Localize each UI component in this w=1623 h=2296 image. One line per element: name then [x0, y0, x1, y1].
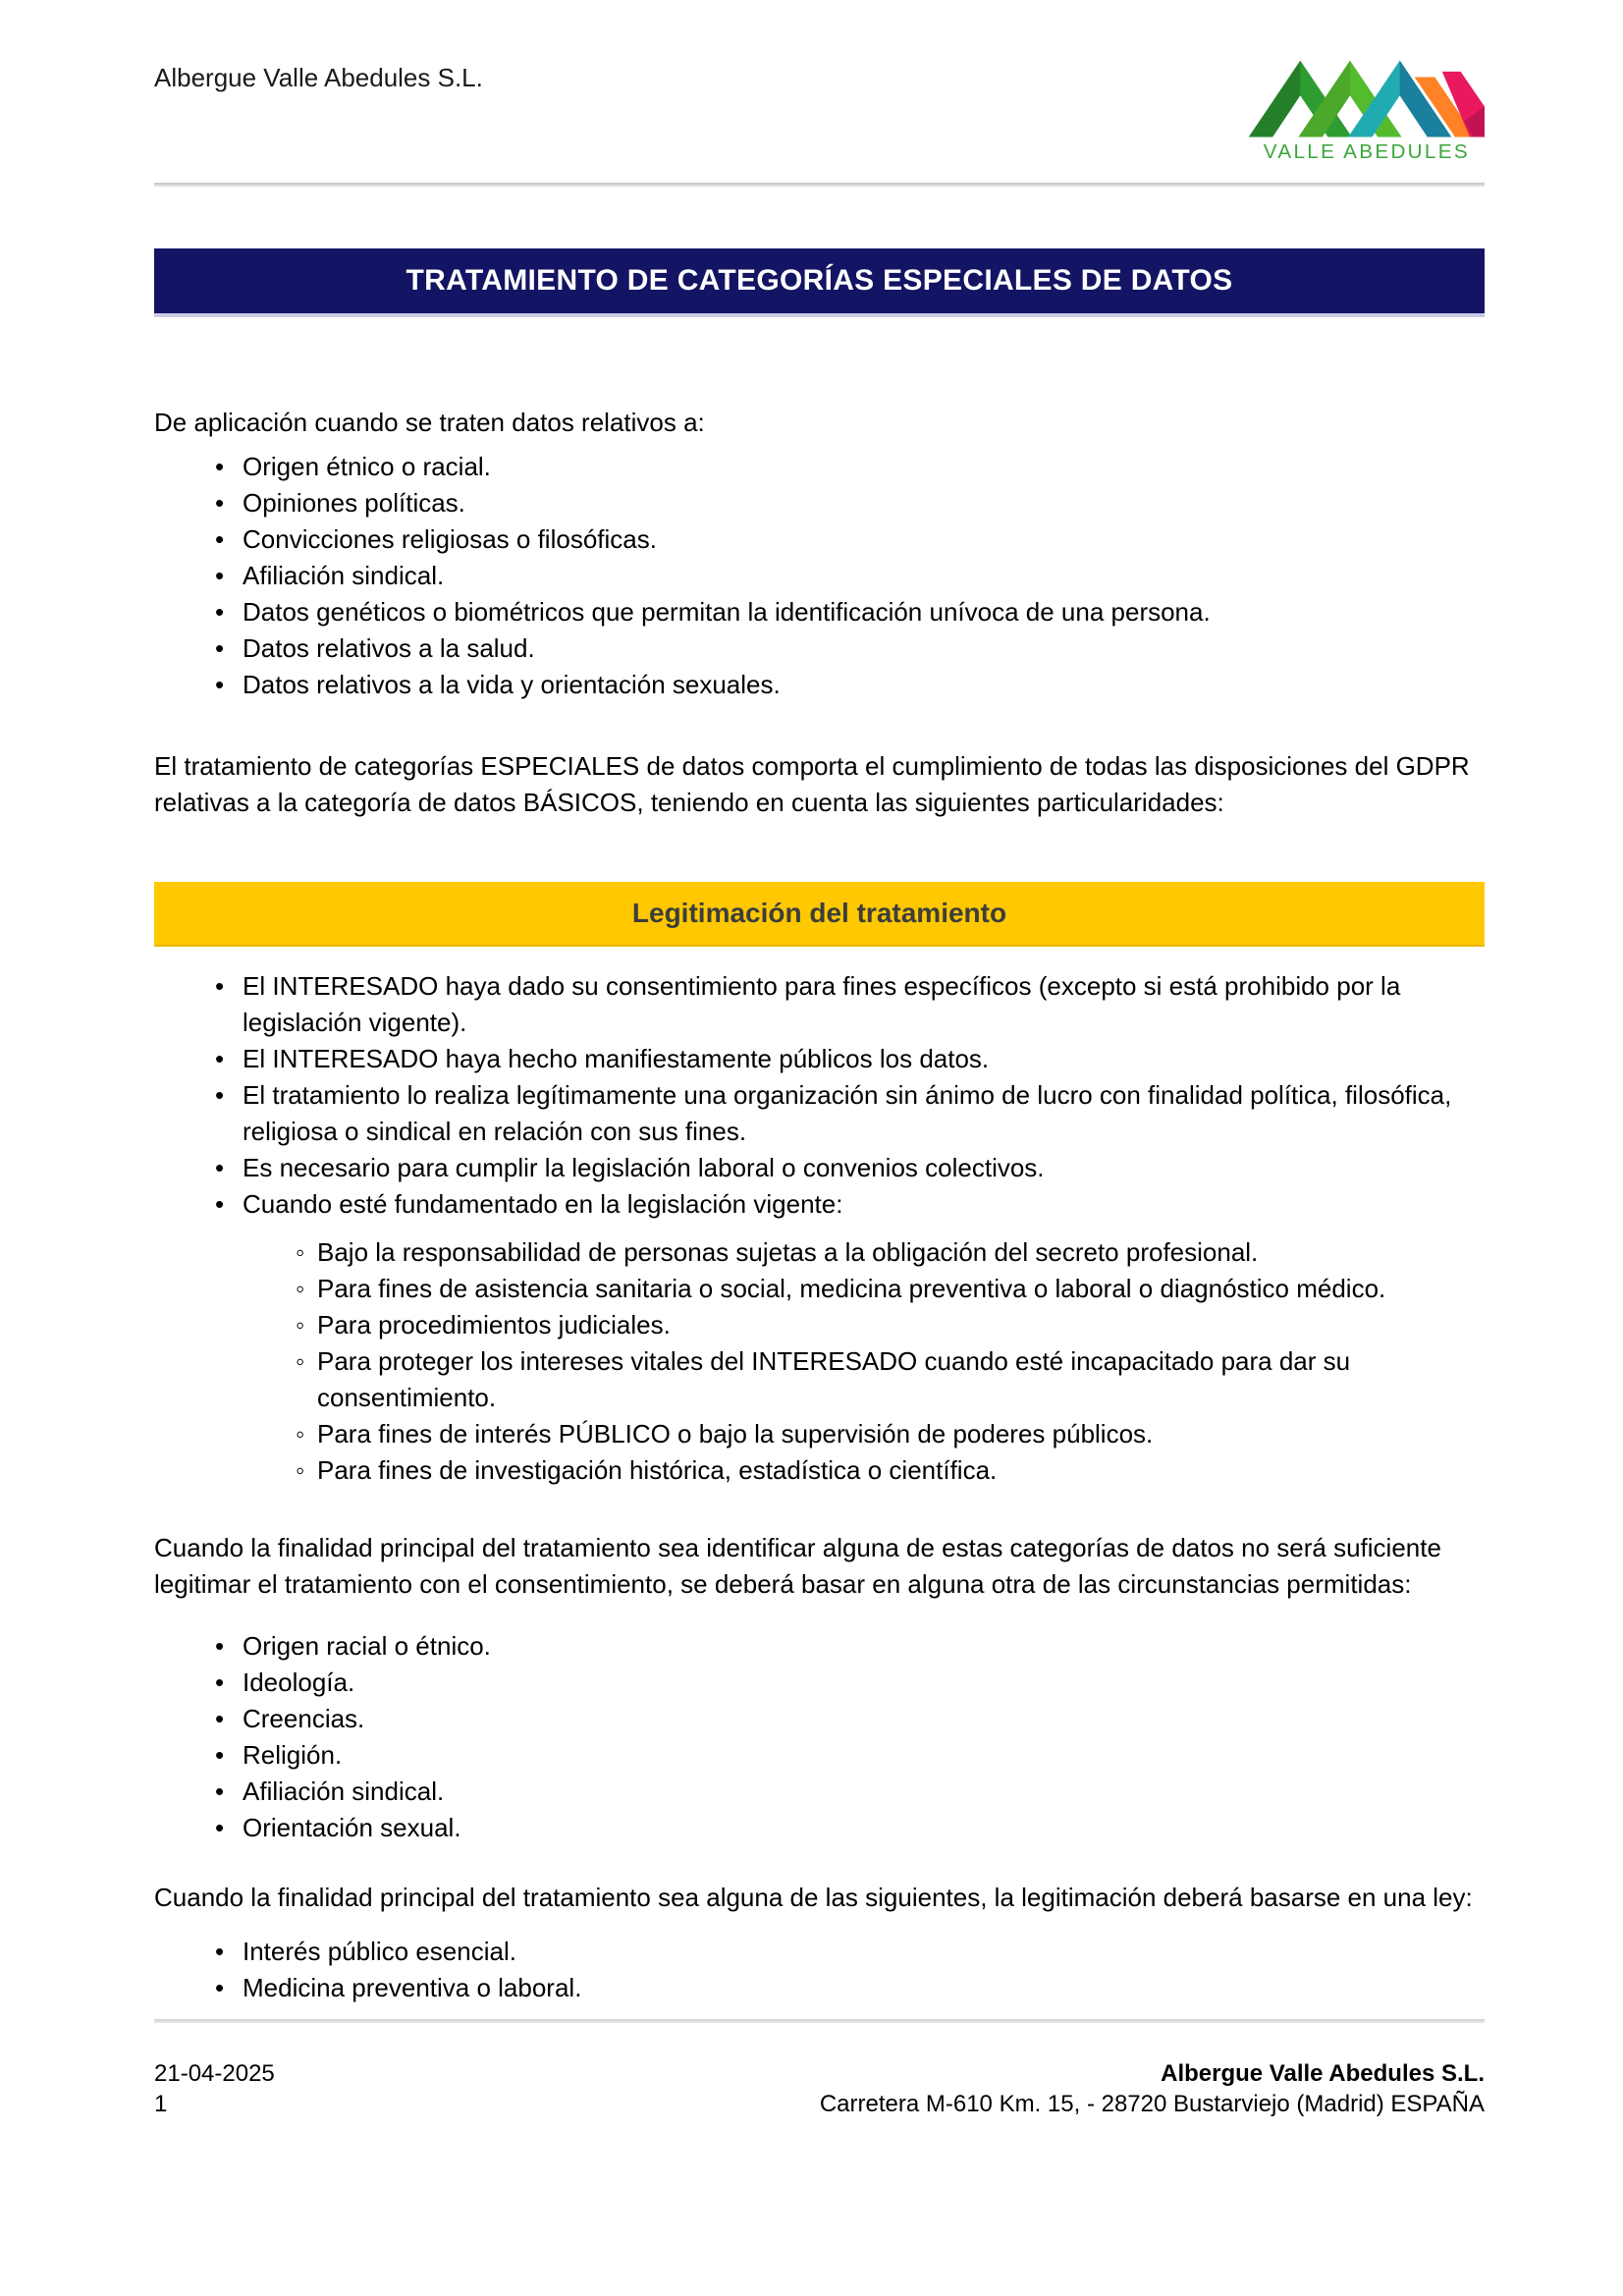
list-item: • Cuando esté fundamentado en la legislación vigente: [154, 1186, 1485, 1223]
list-item: • Datos relativos a la vida y orientación sexuales. [154, 667, 1485, 703]
valle-abedules-logo-icon [1245, 47, 1485, 167]
legitimacion-sublist [154, 1234, 1485, 1489]
list-item: • Religión. [154, 1737, 1485, 1774]
footer-company-name: Albergue Valle Abedules S.L. [1161, 2060, 1485, 2087]
special-data-list [154, 449, 1485, 703]
list-item: • Convicciones religiosas o filosóficas. [154, 521, 1485, 558]
list-item: • Afiliación sindical. [154, 1774, 1485, 1810]
list-item: • Opiniones políticas. [154, 485, 1485, 521]
section-heading-legitimacion: Legitimación del tratamiento [154, 882, 1485, 947]
list-item: • Medicina preventiva o laboral. [154, 1970, 1485, 2006]
intro-paragraph: De aplicación cuando se traten datos relativos a: [154, 408, 705, 437]
footer-date: 21-04-2025 [154, 2060, 275, 2087]
list-item: ◦ Para fines de asistencia sanitaria o social, medicina preventiva o laboral o diagnóstico médico. [154, 1271, 1485, 1307]
company-logo [1245, 47, 1485, 167]
legitimacion-list [154, 968, 1485, 1223]
footer-left [154, 2058, 275, 2119]
header-divider [154, 183, 1485, 187]
list-item: • Afiliación sindical. [154, 558, 1485, 594]
list-item: • Ideología. [154, 1665, 1485, 1701]
list-item: • El tratamiento lo realiza legítimamente una organización sin ánimo de lucro con finalidad política, filosófica, religiosa o sindical en relación con sus fines. [154, 1077, 1485, 1150]
list-item: ◦ Para fines de interés PÚBLICO o bajo la supervisión de poderes públicos. [154, 1416, 1485, 1452]
list-item: • El INTERESADO haya dado su consentimiento para fines específicos (excepto si está prohibido por la legislación vigente). [154, 968, 1485, 1041]
list-item: • Origen racial o étnico. [154, 1628, 1485, 1665]
footer-page-number: 1 [154, 2091, 168, 2117]
law-list [154, 1934, 1485, 2006]
list-item: ◦ Para fines de investigación histórica, estadística o científica. [154, 1452, 1485, 1489]
page-header [154, 45, 1485, 169]
list-item: • Orientación sexual. [154, 1810, 1485, 1846]
compliance-paragraph: El tratamiento de categorías ESPECIALES de datos comporta el cumplimiento de todas las disposiciones del GDPR relativas a la categoría de datos BÁSICOS, teniendo en cuenta las siguientes particularidades: [154, 751, 1470, 817]
footer-right [820, 2058, 1485, 2119]
list-item: • Datos genéticos o biométricos que permitan la identificación unívoca de una persona. [154, 594, 1485, 630]
identify-paragraph: Cuando la finalidad principal del tratamiento sea identificar alguna de estas categorías de datos no será suficiente legitimar el tratamiento con el consentimiento, se deberá basar en alguna otra de las circunstancias permitidas: [154, 1533, 1441, 1599]
page-footer [154, 2058, 1485, 2119]
logo-shape-shade-1 [1249, 61, 1301, 137]
list-item: ◦ Para proteger los intereses vitales del INTERESADO cuando esté incapacitado para dar su consentimiento. [154, 1343, 1485, 1416]
list-item: • Interés público esencial. [154, 1934, 1485, 1970]
header-company-name: Albergue Valle Abedules S.L. [154, 63, 483, 92]
list-item: • Datos relativos a la salud. [154, 630, 1485, 667]
logo-caption: VALLE ABEDULES [1263, 140, 1470, 164]
document-title-bar: TRATAMIENTO DE CATEGORÍAS ESPECIALES DE DATOS [154, 248, 1485, 317]
list-item: • Origen étnico o racial. [154, 449, 1485, 485]
identify-list [154, 1628, 1485, 1846]
law-paragraph: Cuando la finalidad principal del tratamiento sea alguna de las siguientes, la legitimación deberá basarse en una ley: [154, 1883, 1473, 1912]
list-item: ◦ Para procedimientos judiciales. [154, 1307, 1485, 1343]
list-item: • Es necesario para cumplir la legislación laboral o convenios colectivos. [154, 1150, 1485, 1186]
footer-address: Carretera M-610 Km. 15, - 28720 Bustarviejo (Madrid) ESPAÑA [819, 2091, 1485, 2117]
list-item: • Creencias. [154, 1701, 1485, 1737]
list-item: • El INTERESADO haya hecho manifiestamente públicos los datos. [154, 1041, 1485, 1077]
list-item: ◦ Bajo la responsabilidad de personas sujetas a la obligación del secreto profesional. [154, 1234, 1485, 1271]
footer-divider [154, 2019, 1485, 2023]
